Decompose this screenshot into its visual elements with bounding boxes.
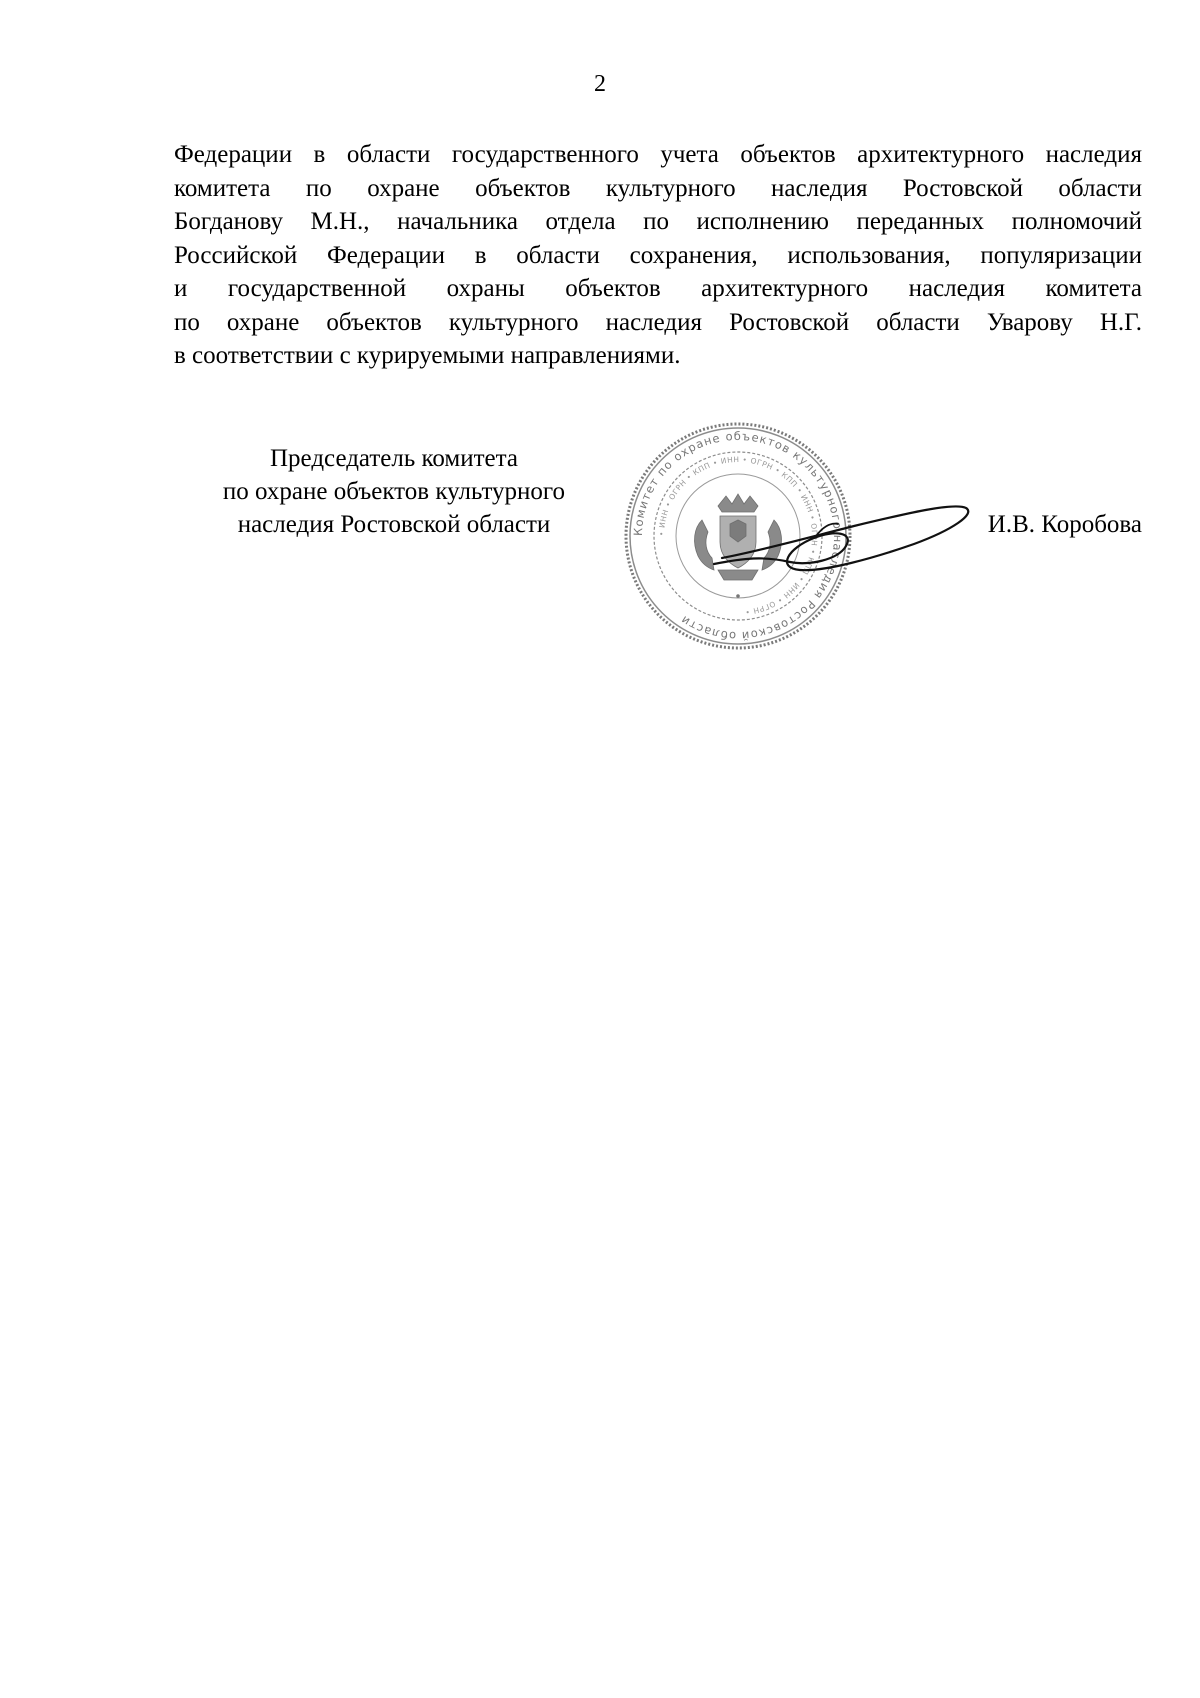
body-line: Богданову М.Н., начальника отдела по исполнению переданных полномочий [174, 208, 1142, 235]
body-paragraph [174, 138, 1142, 373]
signer-title-line: по охране объектов культурного [222, 478, 566, 505]
body-line: Российской Федерации в области сохранения, использования, популяризации [174, 241, 1142, 269]
signer-title [194, 442, 594, 541]
seal-text: Комитет по охране объектов культурного наследия Ростовской области [630, 428, 846, 644]
body-line: по охране объектов культурного наследия Ростовской области Уварову Н.Г. [174, 308, 1142, 336]
body-line: и государственной охраны объектов архитектурного наследия комитета [174, 275, 1142, 302]
signer-title-line: наследия Ростовской области [237, 511, 551, 538]
body-line: Федерации в области государственного учета объектов архитектурного наследия [174, 141, 1142, 168]
signer-title-line: Председатель комитета [270, 445, 518, 472]
handwritten-signature-icon [704, 492, 974, 582]
svg-text:• ИНН • ОГРН • КПП • ИНН • ОГР: • ИНН • ОГРН • КПП • ИНН • ОГРН • КПП • ИНН • ОГРН • КПП • ИНН • ОГРН • [656, 454, 820, 617]
signature-block [174, 428, 1142, 662]
page-number: 2 [594, 71, 606, 97]
signer-name: И.В. Коробова [987, 511, 1142, 538]
body-line: комитета по охране объектов культурного наследия Ростовской области [174, 174, 1142, 202]
body-line: в соответствии с курируемыми направлениями. [174, 342, 681, 369]
